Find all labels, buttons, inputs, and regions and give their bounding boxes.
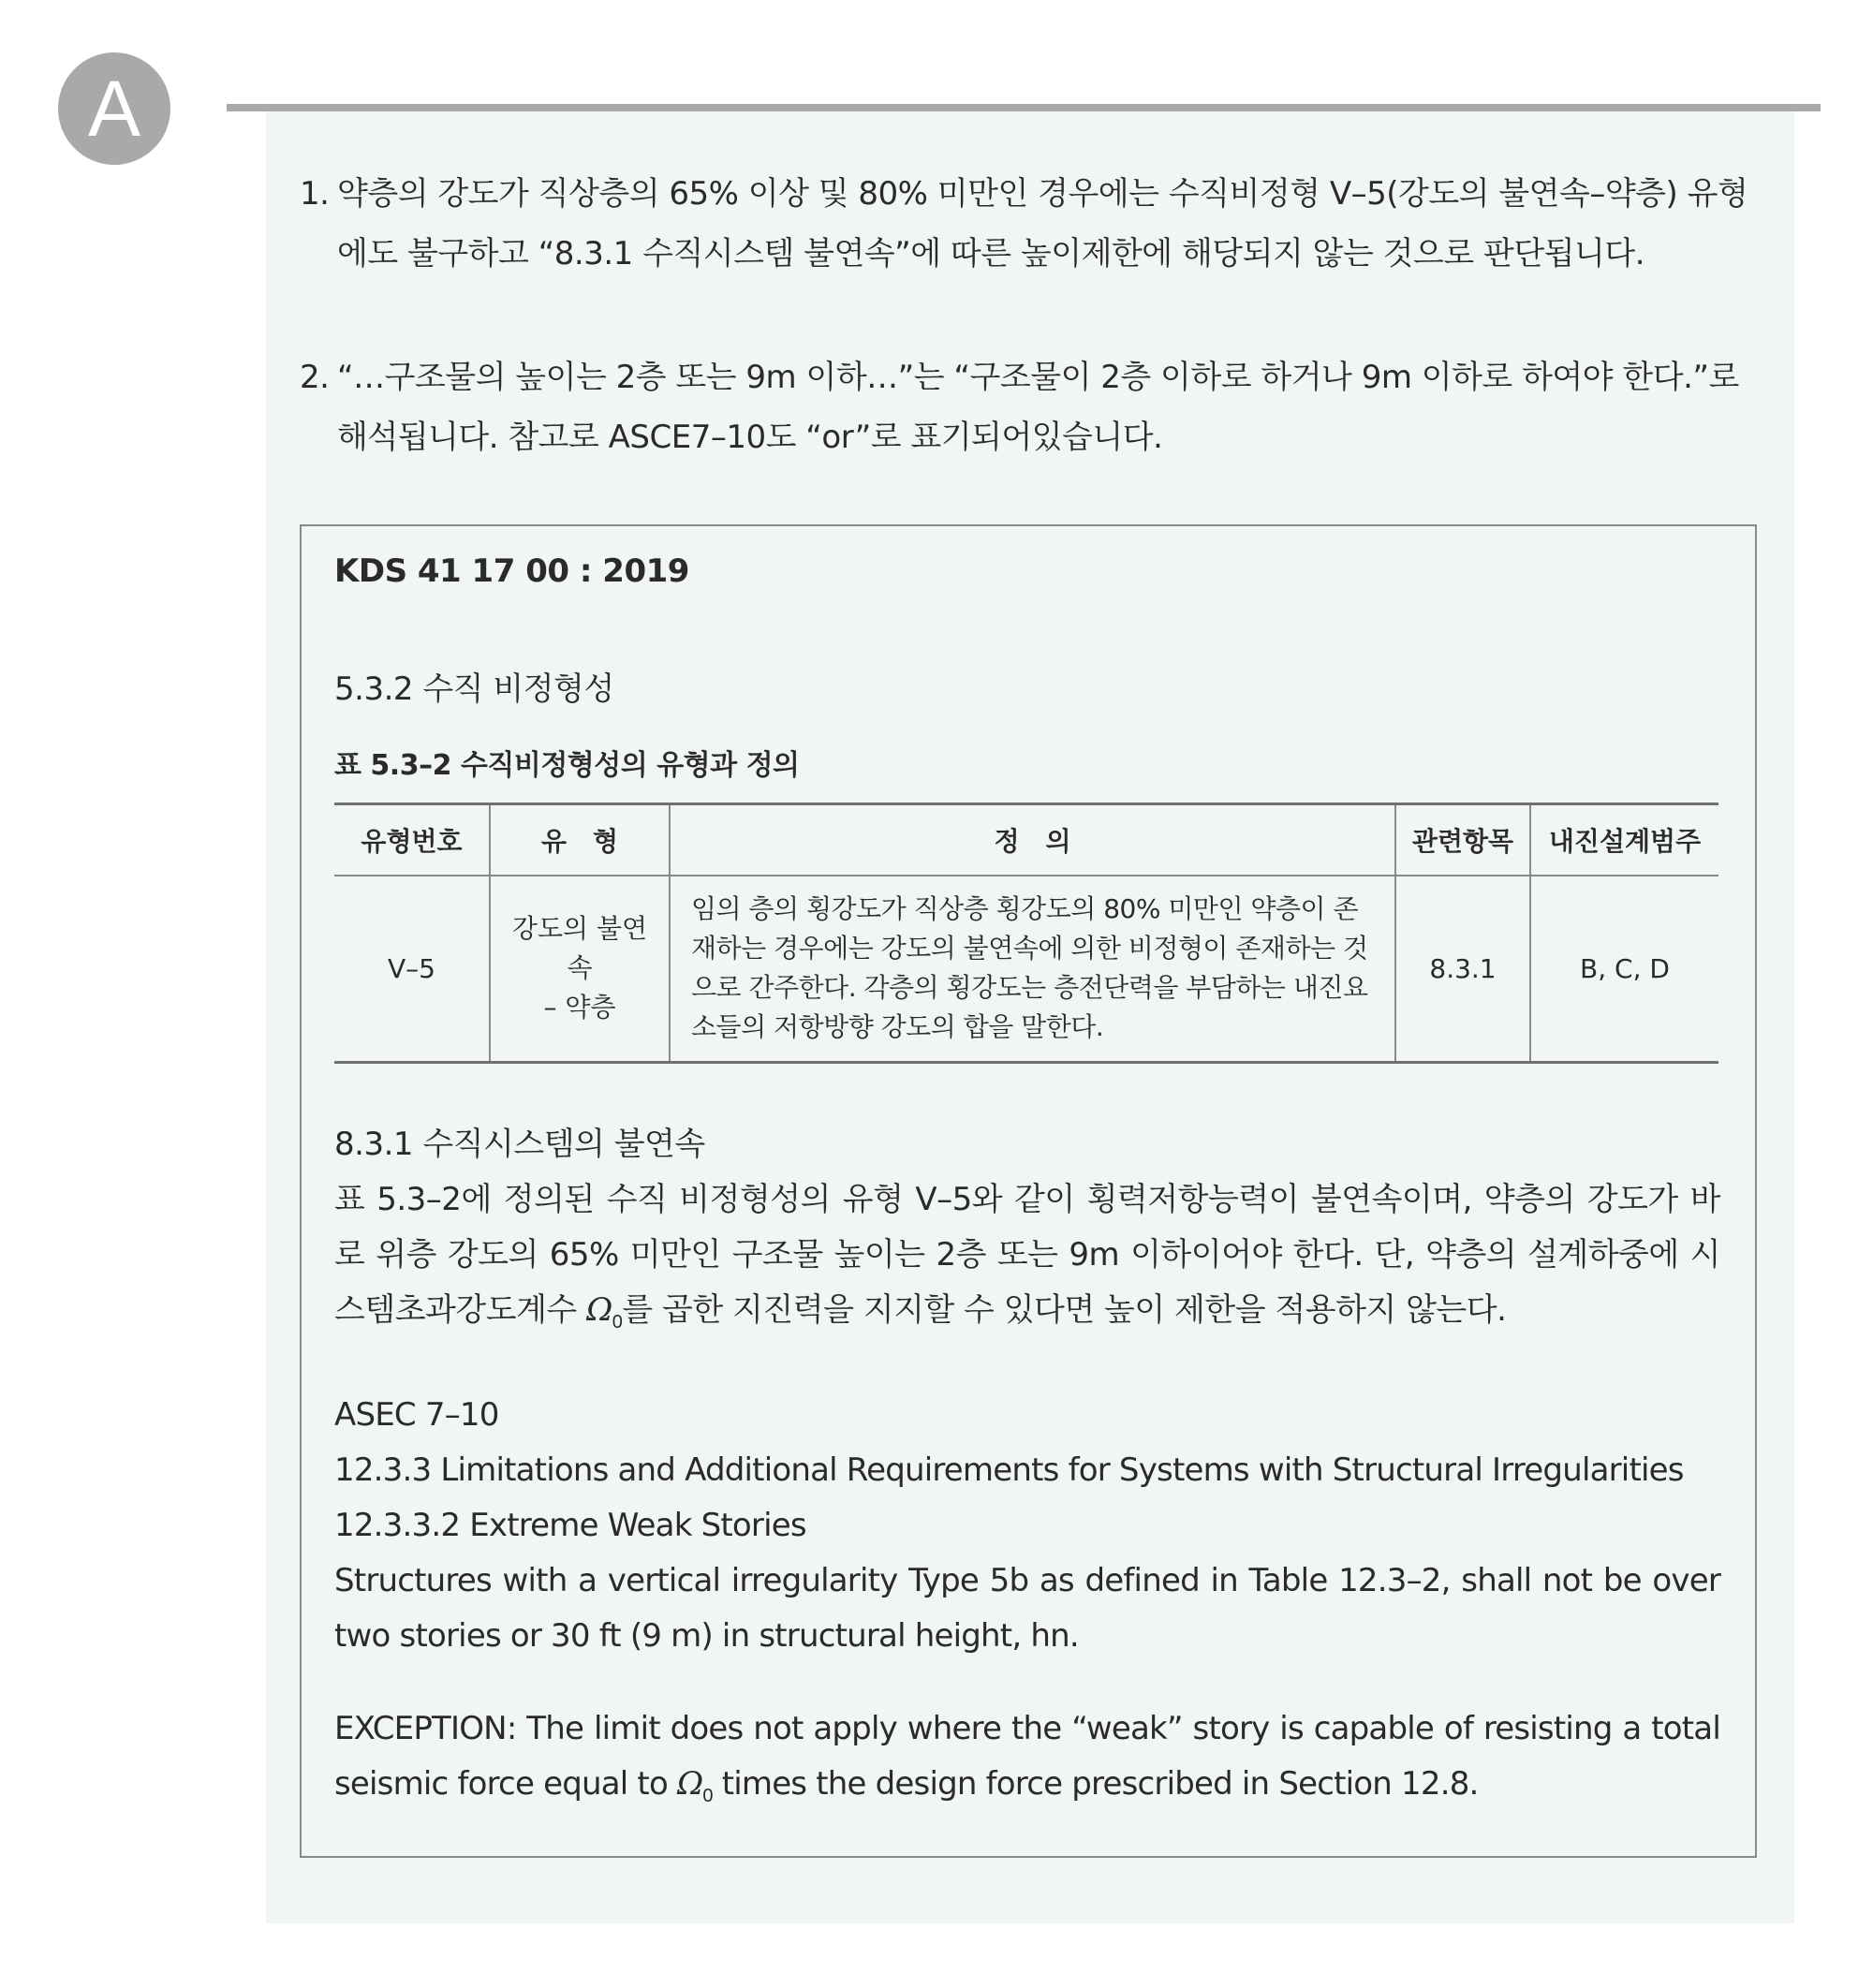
body-text: 를 곱한 지진력을 지지할 수 있다면 높이 제한을 적용하지 않는다.: [622, 1291, 1507, 1329]
top-divider: [227, 104, 1821, 111]
body-text: 표 5.3–2에 정의된 수직 비정형성의 유형 V–5와 같이 횡력저항능력이 불연속이며, 약층의 강도가 바로 위층 강도의 65% 미만인 구조물 높이는 2층 또는 9m 이하이어야 한다. 단, 약층의 설계하중에 시스템초과강도계수: [334, 1181, 1720, 1329]
table-caption: 표 5.3–2 수직비정형성의 유형과 정의: [334, 749, 800, 782]
header-type-no: 유형번호: [361, 825, 463, 857]
asce-exception: [334, 1701, 1720, 1824]
cell-type-line: 강도의 불연속: [511, 913, 648, 984]
cell-type-no: V–5: [388, 952, 435, 984]
table-row: [334, 876, 1718, 1063]
answer-text: “…구조물의 높이는 2층 또는 9m 이하…”는 “구조물이 2층 이하로 하거나 9m 이하로 하여야 한다.”로 해석됩니다. 참고로 ASCE7–10도 “or”로 표기되어있습니다.: [337, 359, 1739, 456]
answer-number: 2.: [300, 359, 330, 396]
omega-subscript: 0: [612, 1311, 623, 1333]
cell-related: 8.3.1: [1395, 876, 1530, 1063]
header-category: 내진설계범주: [1530, 804, 1718, 876]
section-heading: 8.3.1 수직시스템의 불연속: [334, 1126, 705, 1163]
section-title: 5.3.2 수직 비정형성: [334, 670, 614, 708]
header-related: 관련항목: [1395, 804, 1530, 876]
omega-letter: Ω: [676, 1765, 703, 1803]
answer-list: [300, 164, 1766, 531]
section-asce: [334, 1388, 1720, 1664]
omega-symbol: [586, 1291, 623, 1333]
asce-section-heading: 12.3.3 Limitations and Additional Requirements for Systems with Structural Irregularities: [334, 1451, 1684, 1489]
answer-panel: [266, 111, 1794, 1923]
omega-letter: Ω: [586, 1291, 612, 1329]
kds-code-title: KDS 41 17 00 : 2019: [334, 552, 689, 590]
cell-type: [490, 876, 670, 1063]
header-definition: 정 의: [670, 804, 1395, 876]
section-body: [334, 1172, 1720, 1350]
code-excerpt-box: [300, 524, 1757, 1858]
irregularity-table: [334, 803, 1718, 1064]
omega-subscript: 0: [702, 1785, 713, 1806]
table-header-row: [334, 804, 1718, 876]
cell-category: B, C, D: [1530, 876, 1718, 1063]
answer-text: 약층의 강도가 직상층의 65% 이상 및 80% 미만인 경우에는 수직비정형 V–5(강도의 불연속–약층) 유형에도 불구하고 “8.3.1 수직시스템 불연속”에 따른 높이제한에 해당되지 않는 것으로 판단됩니다.: [337, 175, 1748, 272]
header-type: 유 형: [490, 804, 670, 876]
exception-text: EXCEPTION: The limit does not apply where the “weak” story is capable of resisting a total seismic force equal to: [334, 1710, 1720, 1803]
asce-code-title: ASEC 7–10: [334, 1396, 499, 1434]
asce-subsection-heading: 12.3.3.2 Extreme Weak Stories: [334, 1507, 806, 1544]
answer-number: 1.: [300, 175, 330, 213]
omega-symbol: [676, 1765, 713, 1806]
asce-body: Structures with a vertical irregularity Type 5b as defined in Table 12.3–2, shall not be over two stories or 30 ft (9 m) in structural height, hn.: [334, 1562, 1720, 1655]
section-8-3-1: [334, 1116, 1720, 1350]
cell-type-line: – 약층: [543, 992, 616, 1023]
answer-item: [300, 164, 1766, 284]
answer-item: [300, 347, 1766, 467]
section-badge: A: [58, 52, 170, 165]
cell-definition: 임의 층의 횡강도가 직상층 횡강도의 80% 미만인 약층이 존재하는 경우에는 강도의 불연속에 의한 비정형이 존재하는 것으로 간주한다. 각층의 횡강도는 층전단력을 부담하는 내진요소들의 저항방향 강도의 합을 말한다.: [670, 876, 1395, 1063]
exception-text: times the design force prescribed in Section 12.8.: [712, 1765, 1479, 1803]
